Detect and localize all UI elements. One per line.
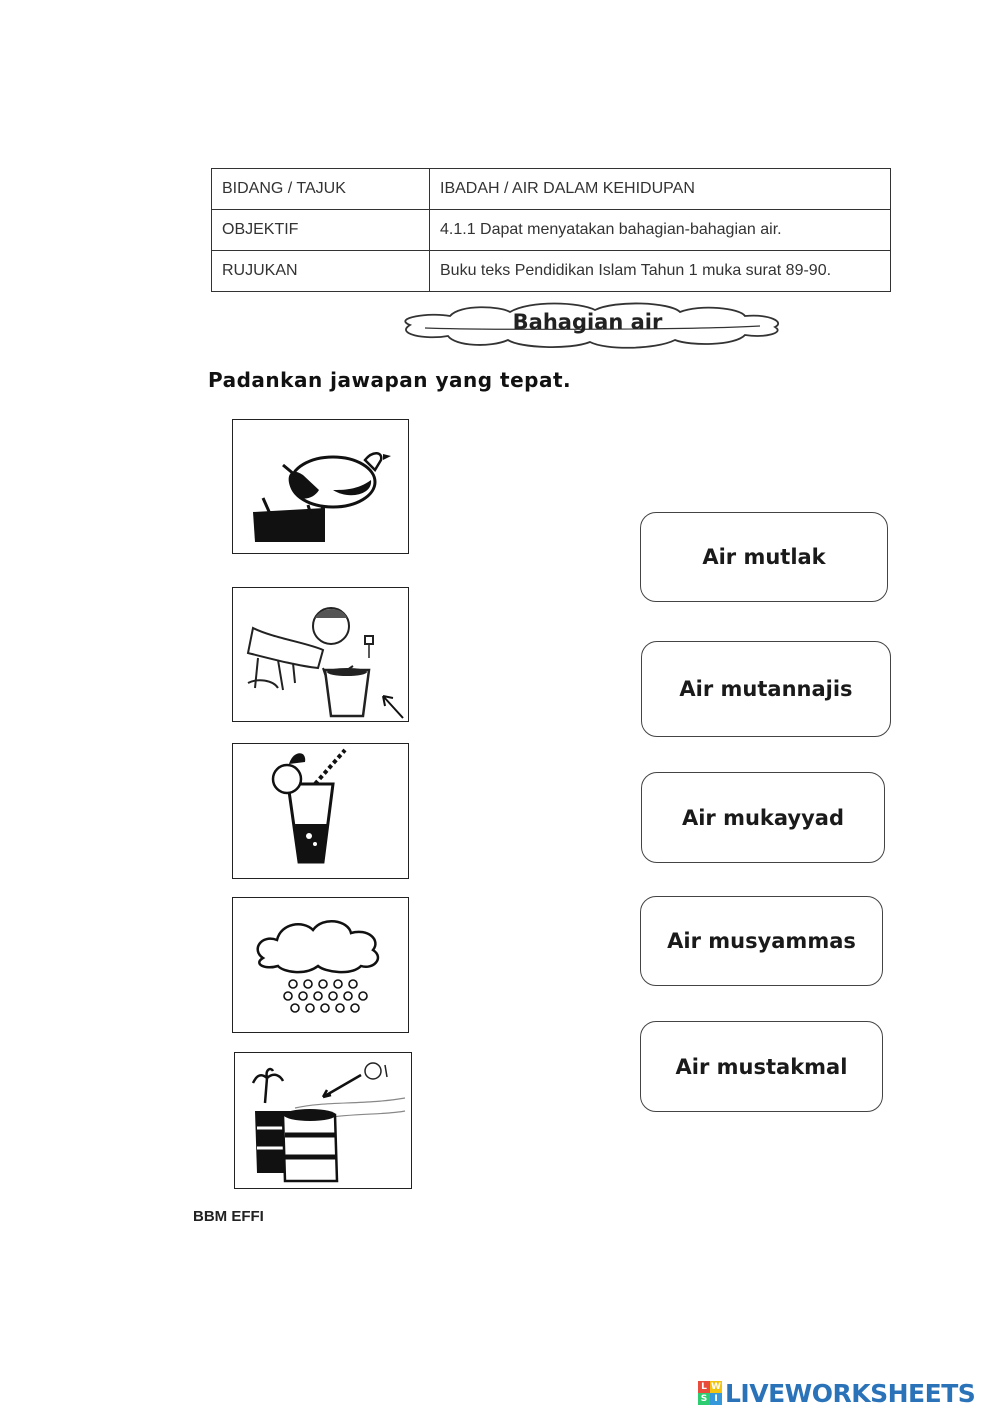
boy-washing-icon: [233, 588, 408, 721]
logo-letter: S: [698, 1393, 710, 1405]
logo-grid-icon: [698, 1381, 722, 1405]
chicken-drinking-icon: [233, 420, 408, 553]
liveworksheets-logo[interactable]: [698, 1378, 975, 1408]
info-label: OBJEKTIF: [212, 210, 430, 251]
section-title: Bahagian air: [512, 310, 663, 334]
info-value: Buku teks Pendidikan Islam Tahun 1 muka surat 89-90.: [430, 251, 891, 292]
info-value: 4.1.1 Dapat menyatakan bahagian-bahagian air.: [430, 210, 891, 251]
picture-boy-washing: [232, 587, 409, 722]
info-table: [211, 168, 891, 292]
instruction-text: Padankan jawapan yang tepat.: [208, 368, 572, 392]
answer-air-musyammas[interactable]: Air musyammas: [640, 896, 883, 986]
rain-cloud-icon: [233, 898, 408, 1032]
logo-letter: L: [698, 1381, 710, 1393]
picture-rain-cloud: [232, 897, 409, 1033]
juice-glass-icon: [233, 744, 408, 878]
logo-letter: W: [711, 1382, 721, 1392]
credit-text: BBM EFFI: [193, 1208, 264, 1225]
info-label: RUJUKAN: [212, 251, 430, 292]
brand-name: LIVEWORKSHEETS: [725, 1378, 976, 1408]
info-value: IBADAH / AIR DALAM KEHIDUPAN: [430, 169, 891, 210]
sun-heated-barrels-icon: [235, 1053, 411, 1188]
answer-air-mustakmal[interactable]: Air mustakmal: [640, 1021, 883, 1112]
section-title-banner: [390, 300, 785, 350]
info-row-objektif: [212, 210, 891, 251]
picture-juice-glass: [232, 743, 409, 879]
info-label: BIDANG / TAJUK: [212, 169, 430, 210]
answer-air-mutlak[interactable]: Air mutlak: [640, 512, 888, 602]
info-row-bidang: [212, 169, 891, 210]
answer-air-mutannajis[interactable]: Air mutannajis: [641, 641, 891, 737]
answer-air-mukayyad[interactable]: Air mukayyad: [641, 772, 885, 863]
picture-chicken: [232, 419, 409, 554]
logo-letter: I: [710, 1393, 722, 1405]
info-row-rujukan: [212, 251, 891, 292]
picture-barrels: [234, 1052, 412, 1189]
